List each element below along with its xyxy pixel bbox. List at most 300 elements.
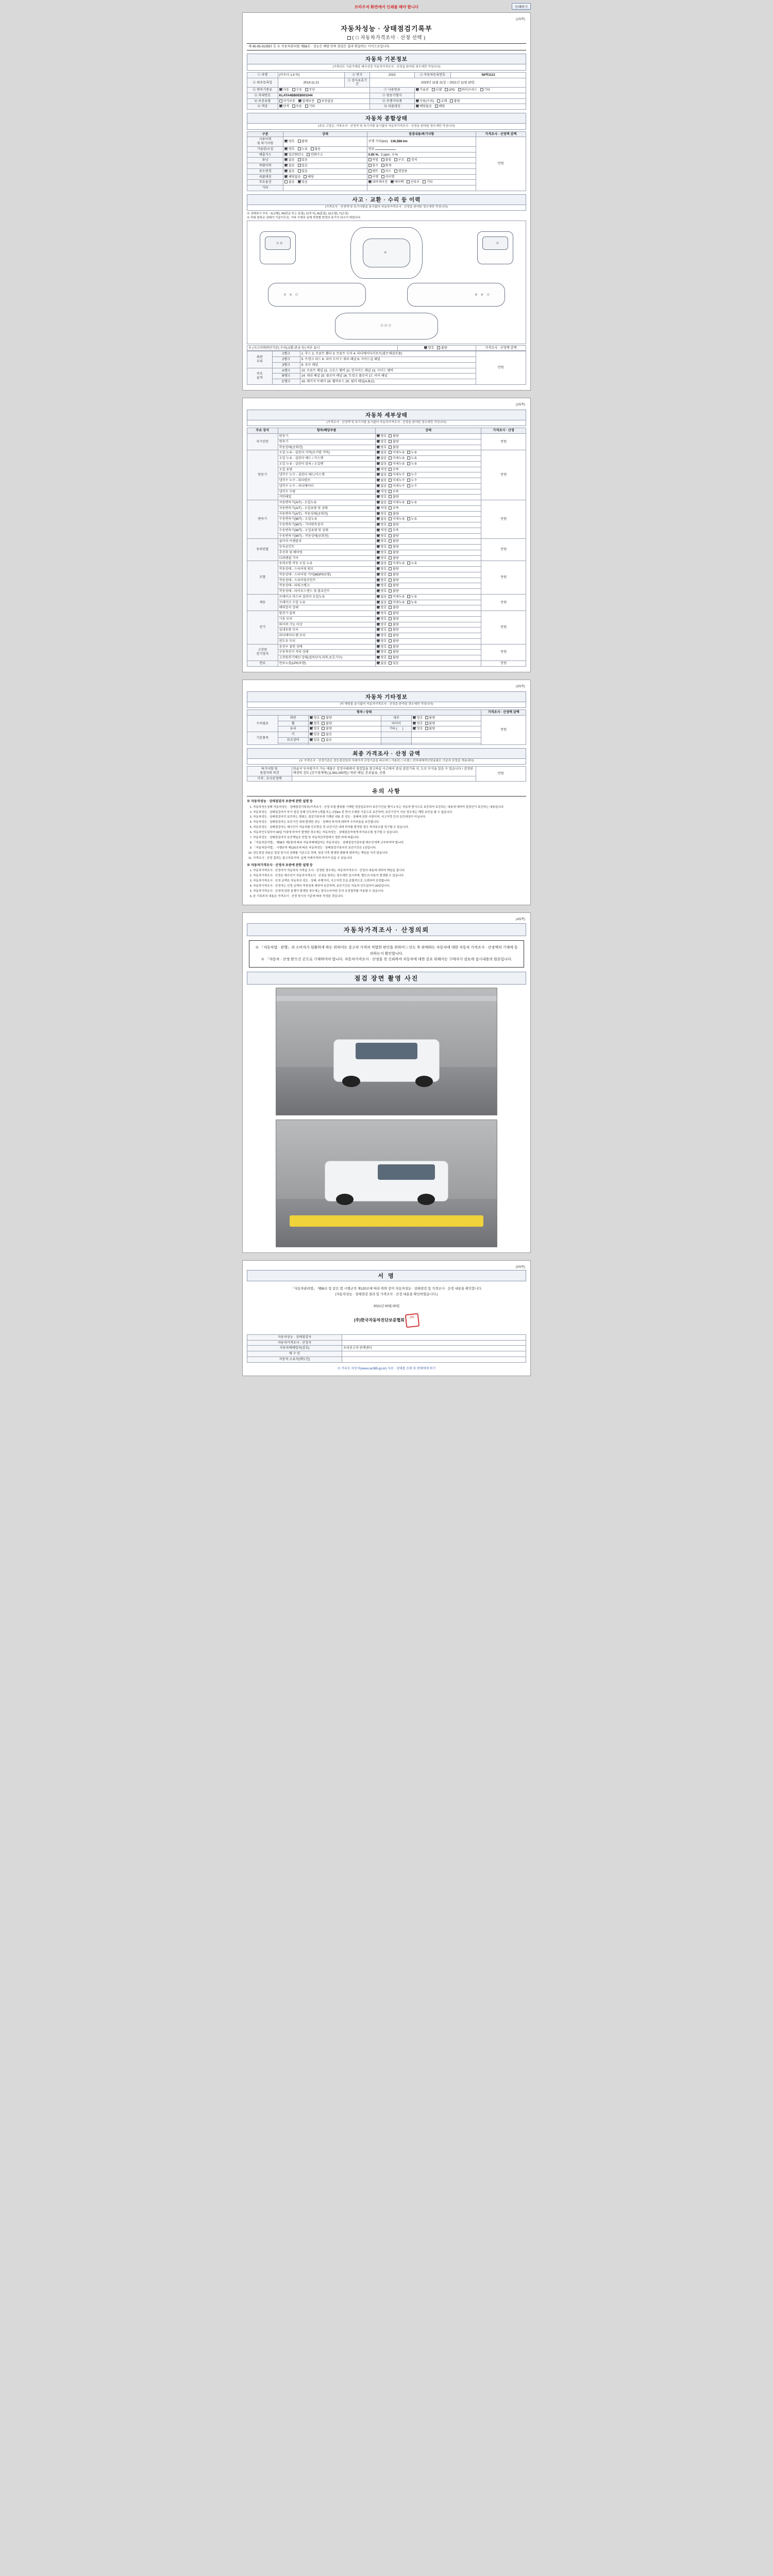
checkbox-tuning-yes[interactable] xyxy=(298,158,301,161)
checkbox-1-5-2[interactable] xyxy=(407,479,410,482)
detail-item-states: 적정 부족 xyxy=(375,489,481,495)
checkbox-7-1-0[interactable] xyxy=(377,650,380,653)
checkbox-5-0-2[interactable] xyxy=(407,595,410,598)
detail-item-label: 커먼레일 xyxy=(278,495,375,500)
row-note-oil: 연료 xyxy=(367,146,476,152)
checkbox-oil-leak[interactable] xyxy=(298,147,301,150)
checkbox-usechange-none[interactable] xyxy=(284,170,288,173)
detail-item-states: 없음 미세누유 누유 xyxy=(375,561,481,567)
photo1-wheel-right xyxy=(415,1076,433,1087)
checkbox-2-3-1[interactable] xyxy=(389,517,392,520)
checkbox-fire[interactable] xyxy=(381,164,384,167)
notice-item: 2. 자동차가격조사 · 산정은 매수인이 자동차가격조사 · 산정을 원하는 경우에만 실시하며, 별도의 비용이 발생할 수 있습니다. xyxy=(253,874,526,878)
checkbox-etc-a0-0[interactable] xyxy=(310,716,313,719)
checkbox-1-1-0[interactable] xyxy=(377,456,380,460)
table-row xyxy=(247,767,526,776)
detail-state-table xyxy=(247,428,526,666)
checkbox-color-etc[interactable] xyxy=(305,105,308,108)
detail-item-label: 오일 유량 xyxy=(278,467,375,472)
car-damage-diagram[interactable] xyxy=(247,221,526,344)
table-row xyxy=(247,500,526,506)
checkbox-tuning-legal[interactable] xyxy=(368,158,372,161)
checkbox-legend-bad[interactable] xyxy=(437,346,440,349)
checkbox-etc-a0-1[interactable] xyxy=(322,716,325,719)
checkbox-navigation[interactable] xyxy=(368,180,372,183)
price-value-remark: 원골저 투자평가가 가능 매물은 감정사태에서 점검입을 참고하실 사고에서 중심 점검기록 지, 도로 부식을 있음 수 있습니다 / 감정판매점의 검토 (감가점계매) [1,941,000원] / 원판 패널, 본유없을, 준품 xyxy=(292,767,476,776)
checkbox-commercial[interactable] xyxy=(394,170,397,173)
etc-a1-states: 양호 불량 xyxy=(309,721,381,726)
checkbox-2-0-2[interactable] xyxy=(407,501,410,504)
checkbox-5-2-1[interactable] xyxy=(389,606,392,609)
detail-item-states: 양호 불량 xyxy=(375,628,481,633)
parts-rank-2: 2랭크 xyxy=(272,357,300,363)
detail-item-label: 수동변속기(M/T) - 오일유량 및 상태 xyxy=(278,528,375,533)
checkbox-4-1-1[interactable] xyxy=(389,567,392,570)
checkbox-options-none[interactable] xyxy=(284,180,288,183)
checkbox-4-4-1[interactable] xyxy=(389,584,392,587)
basic-info-table xyxy=(247,72,526,110)
checkbox-1-5-1[interactable] xyxy=(389,479,392,482)
checkbox-odo-ok[interactable] xyxy=(416,99,419,103)
checkbox-2-0-0[interactable] xyxy=(377,501,380,504)
row-label-usechange: 용도변경 xyxy=(247,168,283,174)
checkbox-6-0-0[interactable] xyxy=(377,612,380,615)
overall-col-state: 상태 xyxy=(283,131,367,137)
sign-row-label-2: 자동차매매업자(상호) xyxy=(247,1346,342,1351)
checkbox-1-0-0[interactable] xyxy=(377,451,380,454)
price-survey-checkbox[interactable] xyxy=(347,36,351,40)
checkbox-etc-b2-1[interactable] xyxy=(425,727,428,730)
checkbox-oil-much[interactable] xyxy=(311,147,314,150)
checkbox-0-0-1[interactable] xyxy=(389,434,392,437)
checkbox-tuning-illegal[interactable] xyxy=(381,158,384,161)
checkbox-2-1-1[interactable] xyxy=(389,506,392,510)
overall-col-note: 점검내용/특기사항 xyxy=(367,131,476,137)
checkbox-7-0-0[interactable] xyxy=(377,645,380,648)
checkbox-4-2-1[interactable] xyxy=(389,573,392,576)
table-row xyxy=(247,1334,526,1340)
checkbox-2-1-0[interactable] xyxy=(377,506,380,510)
table-row xyxy=(247,137,526,147)
checkbox-1-7-1[interactable] xyxy=(389,490,392,493)
checkbox-4-0-2[interactable] xyxy=(407,562,410,565)
row-state-etc xyxy=(283,185,367,191)
checkbox-legend-good[interactable] xyxy=(424,346,427,349)
value-color: 단색 투톤 기타 xyxy=(278,104,370,110)
label-recall: ⑭ 리콜대상 xyxy=(370,104,415,110)
checkbox-8-0-0[interactable] xyxy=(377,662,380,665)
diagram-label-left-door: ③ ④ ⑪ xyxy=(283,293,298,297)
checkbox-etc-b2-0[interactable] xyxy=(413,727,416,730)
row-state-oil: 양호 누유 많음 xyxy=(283,146,367,152)
checkbox-4-2-0[interactable] xyxy=(377,573,380,576)
label-first-reg: ④ 최초등록일 xyxy=(247,78,278,88)
checkbox-2-2-1[interactable] xyxy=(389,512,392,515)
checkbox-2-5-1[interactable] xyxy=(389,529,392,532)
etc-a1-label: 휠 xyxy=(278,721,309,726)
notice-item: 4. 자동차성능 · 상태점검자는 보증기간 내에 발생한 성능 · 상태의 하자에 대하여 수리비용을 보증합니다. xyxy=(253,820,526,824)
detail-item-states: 적정 부족 xyxy=(375,467,481,472)
checkbox-5-1-0[interactable] xyxy=(377,601,380,604)
table-row xyxy=(247,611,526,617)
checkbox-2-5-0[interactable] xyxy=(377,529,380,532)
checkbox-co[interactable] xyxy=(284,153,288,156)
price-value-amount xyxy=(292,776,476,782)
row-note-special: 침수 화재 xyxy=(367,163,476,169)
page-number-3: (3/5쪽) xyxy=(515,685,525,688)
etc-b2-label: 기타 ( ) xyxy=(381,726,412,732)
detail-col-1: 주요 장치 xyxy=(247,428,278,434)
etc-group-label-0: 수리필요 xyxy=(247,715,278,732)
checkbox-color-single[interactable] xyxy=(279,105,282,108)
checkbox-company-warranty[interactable] xyxy=(298,99,301,103)
checkbox-recall-done[interactable] xyxy=(368,175,372,178)
checkbox-0-0-0[interactable] xyxy=(377,434,380,437)
checkbox-3-0-0[interactable] xyxy=(377,539,380,543)
checkbox-fuel-etc[interactable] xyxy=(480,88,483,91)
table-header-row xyxy=(247,131,526,137)
checkbox-odo-bad[interactable] xyxy=(450,99,453,103)
checkbox-4-5-0[interactable] xyxy=(377,589,380,592)
detail-group-amount-6: 만원 xyxy=(481,611,526,645)
checkbox-4-3-1[interactable] xyxy=(389,579,392,582)
checkbox-1-8-1[interactable] xyxy=(389,495,392,498)
fuel-note-line xyxy=(375,149,396,150)
checkbox-etc-b0-1[interactable] xyxy=(425,716,428,719)
checkbox-0-1-0[interactable] xyxy=(377,440,380,443)
row-note-recall2: 이행 미이행 xyxy=(367,174,476,180)
checkbox-3-3-0[interactable] xyxy=(377,556,380,560)
checkbox-4-4-0[interactable] xyxy=(377,584,380,587)
price-request-warning-box xyxy=(249,940,524,968)
diagram-left-side xyxy=(268,283,366,307)
detail-item-label: 고전원전기배선 상태(접속단자,피복,보호기구) xyxy=(278,655,375,661)
table-row xyxy=(247,98,526,104)
checkbox-special-none[interactable] xyxy=(284,164,288,167)
detail-item-label: 냉각수 누수 - 실린더 헤드/가스켓 xyxy=(278,472,375,478)
checkbox-2-6-1[interactable] xyxy=(389,534,392,537)
checkbox-6-3-0[interactable] xyxy=(377,628,380,631)
checkbox-8-0-1[interactable] xyxy=(389,662,392,665)
checkbox-4-0-0[interactable] xyxy=(377,562,380,565)
row-note-usage: 주행 거리(km) 136,588 km xyxy=(367,137,476,147)
row-state-options: 없음 있음 xyxy=(283,180,367,185)
checkbox-airbag[interactable] xyxy=(391,180,394,183)
table-row xyxy=(247,1346,526,1351)
checkbox-6-4-1[interactable] xyxy=(389,634,392,637)
etc-b1-states: 양호 불량 xyxy=(412,721,481,726)
checkbox-2-2-0[interactable] xyxy=(377,512,380,515)
checkbox-etc-a4-0[interactable] xyxy=(310,738,313,741)
checkbox-1-2-1[interactable] xyxy=(389,462,392,465)
sign-row-value-0[interactable] xyxy=(342,1334,526,1340)
checkbox-lease[interactable] xyxy=(381,170,384,173)
checkbox-tuning-none[interactable] xyxy=(284,158,288,161)
checkbox-special-yes[interactable] xyxy=(298,164,301,167)
checkbox-5-1-1[interactable] xyxy=(389,601,392,604)
notice-item: 2. 자동차성능 · 상태점검자가 부가 점검 상태 인도하여 1개월 또는 2천km 중 먼저 도래한 기준으로 보증하며, 보증기간이 지난 경우에는 해당 보증을 할 수 없습니다. xyxy=(253,810,526,815)
sign-row-value-3[interactable] xyxy=(342,1351,526,1357)
page-title: 자동차성능 · 상태점검기록부 xyxy=(341,25,432,32)
checkbox-etc-b0-0[interactable] xyxy=(413,716,416,719)
checkbox-3-2-1[interactable] xyxy=(389,551,392,554)
detail-item-label: 충전구 절연 상태 xyxy=(278,644,375,650)
checkbox-6-2-0[interactable] xyxy=(377,623,380,626)
checkbox-1-1-1[interactable] xyxy=(389,456,392,460)
checkbox-etc-a2-1[interactable] xyxy=(322,727,325,730)
detail-item-states: 없음 미세누수 누수 xyxy=(375,483,481,489)
checkbox-4-0-1[interactable] xyxy=(389,562,392,565)
etc-b5-states xyxy=(412,743,481,744)
accident-legend xyxy=(398,345,476,351)
etc-b3-states xyxy=(412,732,481,738)
checkbox-7-0-1[interactable] xyxy=(389,645,392,648)
parts-items-c: 18. 패키지 트레이 19. 휠하우스 20. 필러 패널(A,B,C) xyxy=(300,379,476,385)
checkbox-color-two[interactable] xyxy=(292,105,295,108)
detail-item-states: 없음 미세누수 누수 xyxy=(375,472,481,478)
checkbox-etc-a3-1[interactable] xyxy=(322,733,325,736)
checkbox-option-etc[interactable] xyxy=(423,180,426,183)
row-label-tuning: 튜닝 xyxy=(247,158,283,163)
checkbox-6-1-0[interactable] xyxy=(377,617,380,620)
inspection-photo-2[interactable] xyxy=(276,1120,497,1247)
checkbox-5-0-0[interactable] xyxy=(377,595,380,598)
checkbox-hc[interactable] xyxy=(307,153,310,156)
checkbox-2-0-1[interactable] xyxy=(389,501,392,504)
checkbox-recall2-yes[interactable] xyxy=(304,175,307,178)
checkbox-7-2-1[interactable] xyxy=(389,656,392,659)
checkbox-tuning-structure[interactable] xyxy=(394,158,397,161)
parts-items-2: 5. 트렁크 리드 6. 리어 도어 7. 쿼터 패널 8. 사이드실 패널 xyxy=(300,357,476,363)
notice-item: 7. 자동차성능 · 상태점검자의 보증책임은 민법 및 자동차관리법에서 정한 바에 따릅니다. xyxy=(253,836,526,840)
checkbox-6-2-1[interactable] xyxy=(389,623,392,626)
checkbox-1-1-2[interactable] xyxy=(407,456,410,460)
detail-item-label: 동력조향 작동 오일 누유 xyxy=(278,561,375,567)
checkbox-3-1-1[interactable] xyxy=(389,545,392,548)
checkbox-6-5-1[interactable] xyxy=(389,639,392,642)
sign-row-value-4[interactable] xyxy=(342,1357,526,1362)
accident-sub-note: ※ (사고이력판단기준) 수리(교환,판금 등) 여부 표시 xyxy=(247,345,398,351)
checkbox-5-0-1[interactable] xyxy=(389,595,392,598)
checkbox-2-4-1[interactable] xyxy=(389,523,392,526)
checkbox-odo-replaced[interactable] xyxy=(437,99,440,103)
parts-rank-3: 3랭크 xyxy=(272,362,300,368)
detail-table-body xyxy=(247,434,526,667)
checkbox-etc-a3-0[interactable] xyxy=(310,733,313,736)
detail-item-label: 오일 누유 - 실린더 커버(로커암 커버) xyxy=(278,450,375,456)
checkbox-5-1-2[interactable] xyxy=(407,601,410,604)
label-warranty: ⑩ 보증유형 xyxy=(247,98,278,104)
table-row xyxy=(247,450,526,456)
accident-legend-table xyxy=(247,345,526,351)
warning-line-2: ※ 「자동차 · 산정 받으신 곳으로 기재하여야 합니다. 자동차가격조사 · 산정을 전 신뢰하여 자동차에 대한 중요 위해서는 구매자가 검토에 설시내용의 원본입니다. xyxy=(261,958,512,962)
checkbox-1-7-0[interactable] xyxy=(377,490,380,493)
detail-group-amount-4: 만원 xyxy=(481,561,526,595)
checkbox-2-3-0[interactable] xyxy=(377,517,380,520)
checkbox-1-6-0[interactable] xyxy=(377,484,380,487)
table-row xyxy=(247,1357,526,1362)
checkbox-4-5-1[interactable] xyxy=(389,589,392,592)
checkbox-6-5-0[interactable] xyxy=(377,639,380,642)
checkbox-recall-yes[interactable] xyxy=(435,105,438,108)
checkbox-auto[interactable] xyxy=(279,88,282,91)
checkbox-1-6-1[interactable] xyxy=(389,484,392,487)
value-inspect-valid: 2019년 11월 21일 ~ 2021년 11월 20일 xyxy=(370,78,526,88)
checkbox-1-6-2[interactable] xyxy=(407,484,410,487)
checkbox-recall2-none[interactable] xyxy=(284,175,288,178)
detail-item-label: 냉각수 수량 xyxy=(278,489,375,495)
parts-items-a: 10. 프론트 패널 11. 크로스 멤버 12. 인사이드 패널 13. 사이드 멤버 xyxy=(300,368,476,374)
checkbox-tuning-device[interactable] xyxy=(407,158,410,161)
checkbox-lpg[interactable] xyxy=(445,88,448,91)
checkbox-6-4-0[interactable] xyxy=(377,634,380,637)
checkbox-1-4-2[interactable] xyxy=(407,473,410,476)
detail-item-label: 원동기 xyxy=(278,434,375,439)
row-state-recall2: 해당없음 해당 xyxy=(283,174,367,180)
checkbox-manual[interactable] xyxy=(292,88,295,91)
row-label-usage: 사용이력 및 특기사항 xyxy=(247,137,283,147)
checkbox-2-6-0[interactable] xyxy=(377,534,380,537)
checkbox-etc-b1-0[interactable] xyxy=(413,722,416,725)
photo1-windshield xyxy=(356,1043,417,1059)
sign-row-value-1[interactable] xyxy=(342,1340,526,1346)
checkbox-0-2-1[interactable] xyxy=(389,446,392,449)
detail-item-label: 작동상태 - 타이로드엔드 및 볼죠인트 xyxy=(278,589,375,595)
checkbox-usage-bad[interactable] xyxy=(298,140,301,143)
checkbox-hybrid[interactable] xyxy=(458,88,461,91)
notice-list-0 xyxy=(253,805,526,860)
detail-item-states: 없음 미세누유 누유 xyxy=(375,450,481,456)
diagram-label-right-door: ⑧ ⑨ ⑫ xyxy=(475,293,490,297)
checkbox-oil-good[interactable] xyxy=(284,147,288,150)
notice-item: 1. 자동차가격조사 · 산정자가 자동차의 가격을 조사 · 산정한 경우에는 자동차가격조사 · 산정의 내용에 대하여 책임을 집니다. xyxy=(253,869,526,873)
checkbox-1-3-1[interactable] xyxy=(389,468,392,471)
checkbox-etc-b1-1[interactable] xyxy=(425,722,428,725)
checkbox-1-3-0[interactable] xyxy=(377,468,380,471)
checkbox-flood[interactable] xyxy=(368,164,372,167)
checkbox-6-3-1[interactable] xyxy=(389,628,392,631)
checkbox-2-3-2[interactable] xyxy=(407,517,410,520)
detail-item-label: 브레이크 오일 누유 xyxy=(278,600,375,605)
detail-item-states: 없음 있음 xyxy=(375,660,481,666)
detail-item-states: 양호 불량 xyxy=(375,650,481,655)
etc-col-right: 가격조사 · 산정액 감액 xyxy=(481,710,526,716)
notice-heading-1: ※ 자동차가격조사 · 산정자 보증에 관한 설명 등 xyxy=(247,863,313,867)
detail-group-amount-5: 만원 xyxy=(481,594,526,611)
price-request-title: 자동차가격조사 · 산정의뢰 xyxy=(247,923,526,936)
checkbox-2-4-0[interactable] xyxy=(377,523,380,526)
diagram-label-rear: ⑤ xyxy=(496,242,499,245)
checkbox-recall-notdone[interactable] xyxy=(381,175,384,178)
checkbox-1-0-2[interactable] xyxy=(407,451,410,454)
checkbox-options-yes[interactable] xyxy=(298,180,301,183)
checkbox-no-warranty[interactable] xyxy=(317,99,321,103)
print-button[interactable]: 인쇄하기 xyxy=(512,3,531,10)
checkbox-semi-auto[interactable] xyxy=(305,88,308,91)
checkbox-usechange-yes[interactable] xyxy=(298,170,301,173)
etc-a3-states: 있음 없음 xyxy=(309,732,381,738)
checkbox-4-3-0[interactable] xyxy=(377,579,380,582)
checkbox-recall-none[interactable] xyxy=(416,105,419,108)
inspection-photo-1[interactable] xyxy=(276,988,497,1115)
detail-item-states: 양호 불량 xyxy=(375,550,481,555)
checkbox-etc-a4-1[interactable] xyxy=(322,738,325,741)
etc-b0-label: 내부 xyxy=(381,715,412,721)
parts-items-3: 9. 루프 패널 xyxy=(300,362,476,368)
notice-item: 8. 「자동차관리법」 제58조 제1항에 따라 자동차매매업자는 자동차성능 · 상태점검기록부를 매수인에게 교부하여야 합니다. xyxy=(253,841,526,845)
row-state-usechange: 없음 있음 xyxy=(283,168,367,174)
detail-group-amount-3: 만원 xyxy=(481,539,526,561)
checkbox-1-0-1[interactable] xyxy=(389,451,392,454)
detail-item-label: 작동상태(공회전) xyxy=(278,445,375,450)
checkbox-1-2-2[interactable] xyxy=(407,462,410,465)
sign-row-label-1: 자동차가격조사 · 산정자 xyxy=(247,1340,342,1346)
footer-link[interactable]: ※ 카디모 자동차(www.car365.go.kr) 자료 · 상태를 조회 및 판매에게 하기 xyxy=(337,1367,436,1370)
checkbox-3-2-0[interactable] xyxy=(377,551,380,554)
checkbox-3-3-1[interactable] xyxy=(389,556,392,560)
sheet-page-3 xyxy=(242,680,531,905)
table-row xyxy=(247,104,526,110)
detail-group-4: 조향 xyxy=(247,561,278,595)
checkbox-4-1-0[interactable] xyxy=(377,567,380,570)
detail-item-states: 양호 불량 xyxy=(375,589,481,595)
checkbox-6-0-1[interactable] xyxy=(389,612,392,615)
photo2-wheel-right xyxy=(417,1194,435,1205)
detail-item-states: 양호 불량 xyxy=(375,616,481,622)
checkbox-0-2-0[interactable] xyxy=(377,446,380,449)
checkbox-3-0-1[interactable] xyxy=(389,539,392,543)
checkbox-5-2-0[interactable] xyxy=(377,606,380,609)
notice-item: 5. 자동차가격조사 · 산정에 관한 분쟁이 발생한 경우에는 한국소비자원 등의 조정절차를 이용할 수 있습니다. xyxy=(253,889,526,893)
photo2-rear-glass xyxy=(378,1164,435,1180)
checkbox-3-1-0[interactable] xyxy=(377,545,380,548)
checkbox-gasoline[interactable] xyxy=(416,88,419,91)
section-price-title: 최종 가격조사 · 산정 금액 xyxy=(247,748,526,759)
checkbox-sunroof[interactable] xyxy=(407,180,410,183)
checkbox-1-4-0[interactable] xyxy=(377,473,380,476)
checkbox-7-2-0[interactable] xyxy=(377,656,380,659)
detail-item-states: 양호 불량 xyxy=(375,445,481,450)
checkbox-7-1-1[interactable] xyxy=(389,650,392,653)
table-row xyxy=(247,1351,526,1357)
value-mileage: 136,588 km xyxy=(390,140,408,144)
row-label-special: 특별이력 xyxy=(247,163,283,169)
detail-item-label: 자동변속기(A/T) - 작동상태(공회전) xyxy=(278,511,375,517)
section-detail-title: 자동차 세부상태 xyxy=(247,410,526,420)
notice-heading-0: ※ 자동차성능 · 상태점검자 보증에 관한 설명 등 xyxy=(247,800,313,804)
checkbox-1-8-0[interactable] xyxy=(377,495,380,498)
checkbox-0-1-1[interactable] xyxy=(389,440,392,443)
sign-row-value-2[interactable]: 우리중고차 판매센터 xyxy=(342,1346,526,1351)
checkbox-1-2-0[interactable] xyxy=(377,462,380,465)
detail-item-label: 클러치 어셈블리 xyxy=(278,539,375,545)
notice-item: 5. 자동차성능 · 상태점검자는 매수인이 자동차를 인도받은 후 보증기간 내에 하자를 발견한 경우 하자보수를 청구할 수 있습니다. xyxy=(253,825,526,829)
checkbox-rent[interactable] xyxy=(368,170,372,173)
checkbox-self-warranty[interactable] xyxy=(279,99,282,103)
checkbox-1-4-1[interactable] xyxy=(389,473,392,476)
checkbox-diesel[interactable] xyxy=(432,88,435,91)
detail-item-label: 냉각수 누수 - 워터펌프 xyxy=(278,478,375,484)
parts-items-b: 14. 대쉬 패널 15. 플로어 패널 16. 트렁크 플로어 17. 리어 패널 xyxy=(300,374,476,379)
signature-date: 2021년 00월 00일 xyxy=(373,1304,400,1309)
checkbox-usage-good[interactable] xyxy=(284,140,288,143)
checkbox-etc-a1-1[interactable] xyxy=(322,722,325,725)
checkbox-etc-a2-0[interactable] xyxy=(310,727,313,730)
table-row xyxy=(247,72,526,78)
checkbox-1-5-0[interactable] xyxy=(377,479,380,482)
checkbox-6-1-1[interactable] xyxy=(389,617,392,620)
checkbox-etc-a1-0[interactable] xyxy=(310,722,313,725)
